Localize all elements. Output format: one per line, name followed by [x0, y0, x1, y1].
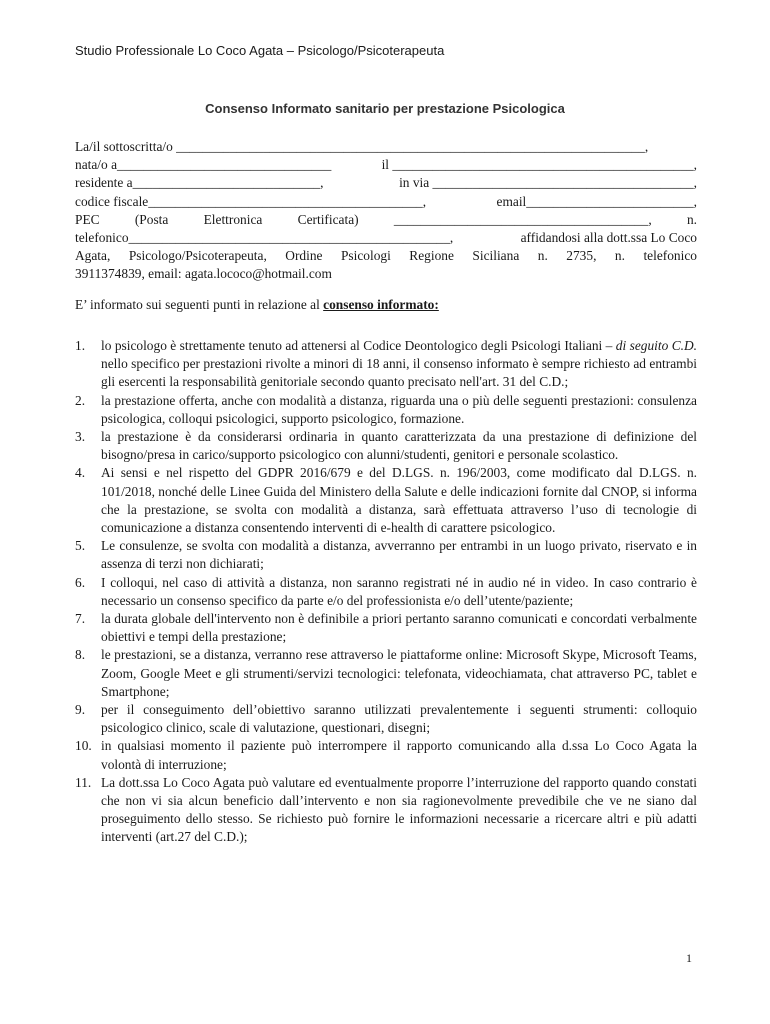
- phone-field: telefonico________________________________________________,: [75, 230, 454, 246]
- list-item: [75, 464, 697, 537]
- list-item-number: 3.: [75, 429, 86, 445]
- street-field: in via _______________________________________,: [399, 175, 697, 191]
- intro-line-contacts: 3911374839, email: agata.lococo@hotmail.com: [75, 266, 332, 282]
- pec-word: n.: [686, 211, 697, 227]
- pec-word: PEC: [75, 211, 100, 227]
- list-item: [75, 701, 697, 737]
- pec-word: Certificata): [297, 211, 359, 227]
- residence-field: residente a____________________________,: [75, 175, 324, 191]
- section-heading-text: E’ informato sui seguenti punti in relazione al: [75, 297, 324, 312]
- list-item-emphasis: di seguito C.D.: [615, 338, 697, 353]
- intro-word: n.: [614, 248, 625, 264]
- fiscal-code-field: codice fiscale_________________________________________,: [75, 193, 427, 209]
- pec-field: ______________________________________,: [393, 211, 652, 227]
- list-item-text: in qualsiasi momento il paziente può interrompere il rapporto comunicando alla d.ssa Lo Coco Agata la volontà di interruzione;: [101, 738, 697, 772]
- intro-line-pec: [75, 211, 697, 229]
- intro-word: Psicologo/Psicoterapeuta,: [128, 248, 267, 264]
- list-item: [75, 392, 697, 428]
- list-item-number: 2.: [75, 392, 86, 408]
- list-item-number: 7.: [75, 611, 86, 627]
- intro-word: telefonico: [643, 248, 697, 264]
- intro-line-phone: [75, 229, 697, 247]
- page-number: 1: [686, 951, 692, 965]
- list-item-text: I colloqui, nel caso di attività a distanza, non saranno registrati né in audio né in video. In caso contrario è necessario un consenso specifico da parte e/o del professionista e/o dell’utente/paziente;: [101, 574, 697, 608]
- list-item-text: la prestazione è da considerarsi ordinaria in quanto caratterizzata da una prestazione di definizione del bisogno/presa in carico/supporto psicologico con alunni/studenti, genitori e personale scolastico.: [101, 429, 697, 463]
- intro-line-residence: [75, 174, 697, 192]
- email-field: email_________________________,: [496, 193, 697, 209]
- consent-intro: [75, 138, 697, 284]
- intro-word: Psicologi: [340, 248, 391, 264]
- intro-line-birth: [75, 156, 697, 174]
- list-item-text: Ai sensi e nel rispetto del GDPR 2016/679 e del D.LGS. n. 196/2003, come modificato dal D.LGS. n. 101/2018, nonché delle Linee Guida del Ministero della Salute e delle indicazioni fornite dal CNOP, si informa che la prestazione, se svolta con modalità a distanza, sarà effettuata attraverso l’uso di tecnologie di comunicazione a distanza consentendo interventi di e-health di carattere psicologico.: [101, 465, 697, 536]
- intro-word: 2735,: [566, 248, 597, 264]
- list-item-number: 11.: [75, 774, 92, 790]
- list-item-text: lo psicologo è strettamente tenuto ad attenersi al Codice Deontologico degli Psicologi Italiani –: [101, 338, 616, 353]
- intro-word: n.: [537, 248, 548, 264]
- list-item-text: la prestazione offerta, anche con modalità a distanza, riguarda una o più delle seguenti prestazioni: consulenza psicologica, colloqui psicologici, supporto psicologico, formazione.: [101, 392, 697, 426]
- list-item-number: 4.: [75, 465, 86, 481]
- list-item: [75, 774, 697, 847]
- list-item-text: le prestazioni, se a distanza, verranno rese attraverso le piattaforme online: Microsoft Skype, Microsoft Teams, Zoom, Google Meet e gli strumenti/servizi tecnologici: telefonata, videochiamata, chat attraverso PC, tablet e Smartphone;: [101, 647, 697, 699]
- pec-word: (Posta: [134, 211, 169, 227]
- birthdate-field: il _____________________________________________,: [381, 157, 697, 173]
- birthplace-field: nata/o a________________________________: [75, 157, 332, 173]
- list-item-text: nello specifico per prestazioni rivolte a minori di 18 anni, il consenso informato è sempre richiesto ad entrambi gli esercenti la responsabilità genitoriale secondo quanto precisato nell'art. 31 del C.D.;: [101, 356, 697, 390]
- document-title: Consenso Informato sanitario per prestazione Psicologica: [205, 101, 565, 116]
- list-item: [75, 646, 697, 701]
- list-item-text: per il conseguimento dell’obiettivo saranno utilizzati prevalentemente i seguenti strumenti: colloquio psicologico clinico, scale di valutazione, questionari, disegni;: [101, 702, 697, 736]
- intro-line-practitioner: [75, 247, 697, 265]
- list-item: [75, 737, 697, 773]
- list-item: [75, 537, 697, 573]
- intro-word: Agata,: [75, 248, 111, 264]
- list-item: [75, 574, 697, 610]
- list-item: [75, 610, 697, 646]
- section-heading-emphasis: consenso informato:: [323, 297, 439, 312]
- list-item-number: 8.: [75, 647, 86, 663]
- list-item-number: 9.: [75, 702, 86, 718]
- intro-text: affidandosi alla dott.ssa Lo Coco: [520, 230, 697, 246]
- page-header: Studio Professionale Lo Coco Agata – Psicologo/Psicoterapeuta: [75, 43, 445, 58]
- list-item-text: La dott.ssa Lo Coco Agata può valutare ed eventualmente proporre l’interruzione del rapporto quando constati che non vi sia alcun beneficio dall’intervento e non sia ragionevolmente prevedibile che ve ne siano dal proseguimento dello stesso. Se richiesto può fornire le informazioni necessarie a ricercare altri e più adatti interventi (art.27 del C.D.);: [101, 774, 697, 845]
- intro-line-fiscal: [75, 193, 697, 211]
- list-item: [75, 337, 697, 392]
- pec-word: Elettronica: [203, 211, 263, 227]
- list-item-number: 1.: [75, 338, 86, 353]
- list-item-number: 6.: [75, 574, 86, 590]
- list-item-number: 5.: [75, 538, 86, 554]
- section-heading: [75, 297, 439, 313]
- intro-word: Ordine: [285, 248, 323, 264]
- consent-points-list: [75, 337, 697, 847]
- intro-line-name: La/il sottoscritta/o ______________________________________________________________________,: [75, 139, 649, 154]
- list-item-text: la durata globale dell'intervento non è definibile a priori pertanto saranno comunicati e concordati verbalmente obiettivi e tempi della prestazione;: [101, 611, 697, 645]
- list-item-number: 10.: [75, 738, 92, 754]
- intro-word: Regione: [409, 248, 454, 264]
- list-item: [75, 428, 697, 464]
- list-item-text: Le consulenze, se svolta con modalità a distanza, avverranno per entrambi in un luogo privato, riservato e in assenza di terzi non dichiarati;: [101, 538, 697, 572]
- intro-word: Siciliana: [472, 248, 520, 264]
